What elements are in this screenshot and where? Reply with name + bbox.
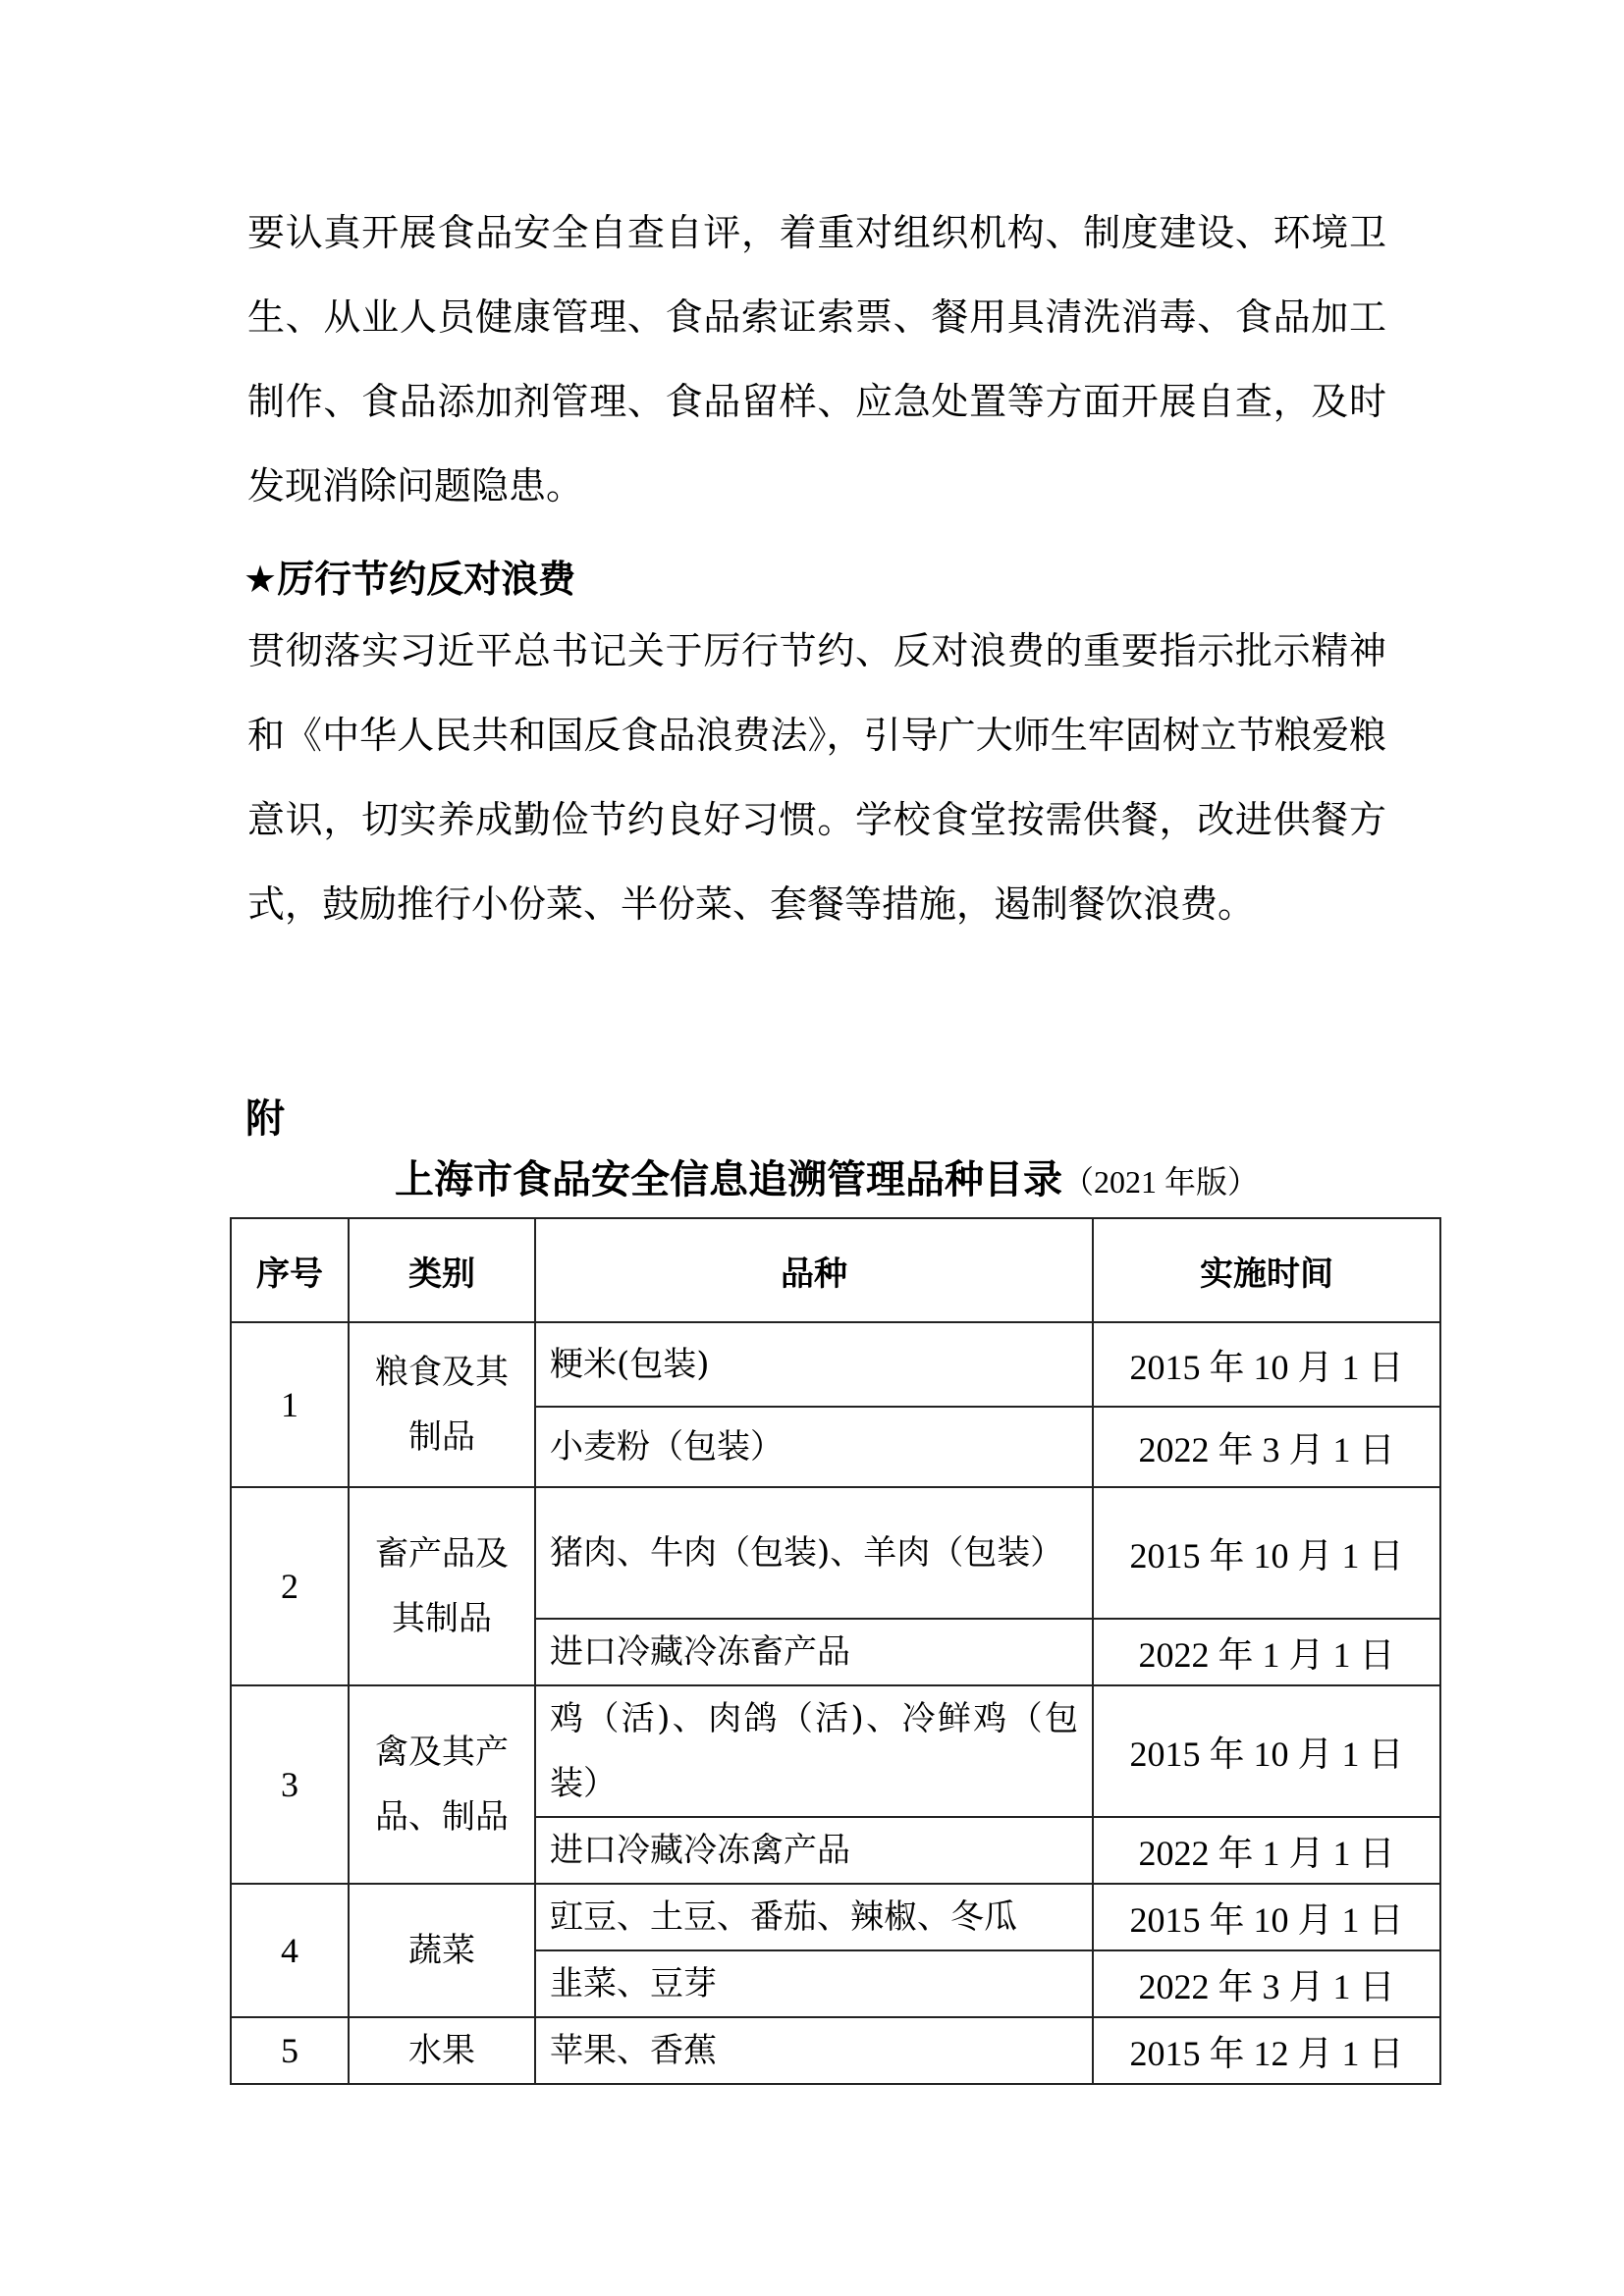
row-no: 1	[231, 1322, 349, 1487]
row-variety: 小麦粉（包装）	[535, 1407, 1093, 1487]
row-category: 畜产品及其制品	[349, 1487, 535, 1685]
row-category: 蔬菜	[349, 1884, 535, 2017]
row-variety: 粳米(包装)	[535, 1322, 1093, 1407]
self-check-paragraph: 要认真开展食品安全自查自评，着重对组织机构、制度建设、环境卫生、从业人员健康管理、食品索证索票、餐用具清洗消毒、食品加工制作、食品添加剂管理、食品留样、应急处置等方面开展自查，及时发现消除问题隐患。	[247, 211, 1386, 507]
row-date: 2015 年 12 月 1 日	[1093, 2017, 1440, 2084]
row-date: 2022 年 3 月 1 日	[1093, 1950, 1440, 2017]
row-date: 2015 年 10 月 1 日	[1093, 1487, 1440, 1619]
row-date: 2022 年 1 月 1 日	[1093, 1619, 1440, 1685]
row-date: 2015 年 10 月 1 日	[1093, 1884, 1440, 1950]
row-date: 2015 年 10 月 1 日	[1093, 1322, 1440, 1407]
row-variety: 进口冷藏冷冻畜产品	[535, 1619, 1093, 1685]
row-date: 2022 年 3 月 1 日	[1093, 1407, 1440, 1487]
row-no: 4	[231, 1884, 349, 2017]
traceability-catalog-table	[230, 1217, 1441, 2085]
row-category: 禽及其产品、制品	[349, 1685, 535, 1884]
table-row	[231, 1884, 1440, 1950]
table-row	[231, 1685, 1440, 1817]
row-variety: 苹果、香蕉	[535, 2017, 1093, 2084]
table-header-row	[231, 1218, 1440, 1322]
frugality-heading: ★厉行节约反对浪费	[244, 558, 576, 601]
table-title-main: 上海市食品安全信息追溯管理品种目录	[394, 1157, 1062, 1202]
header-category: 类别	[349, 1218, 535, 1322]
row-variety: 鸡（活)、肉鸽（活)、冷鲜鸡（包装）	[535, 1685, 1093, 1817]
header-no: 序号	[231, 1218, 349, 1322]
table-row	[231, 1487, 1440, 1619]
table-row	[231, 2017, 1440, 2084]
row-no: 3	[231, 1685, 349, 1884]
row-variety: 韭菜、豆芽	[535, 1950, 1093, 2017]
row-category: 粮食及其制品	[349, 1322, 535, 1487]
header-variety: 品种	[535, 1218, 1093, 1322]
row-variety: 猪肉、牛肉（包装)、羊肉（包装）	[535, 1487, 1093, 1619]
row-no: 2	[231, 1487, 349, 1685]
frugality-paragraph: 贯彻落实习近平总书记关于厉行节约、反对浪费的重要指示批示精神和《中华人民共和国反食品浪费法》，引导广大师生牢固树立节粮爱粮意识，切实养成勤俭节约良好习惯。学校食堂按需供餐，改进供餐方式，鼓励推行小份菜、半份菜、套餐等措施，遏制餐饮浪费。	[247, 629, 1386, 926]
row-category: 水果	[349, 2017, 535, 2084]
appendix-label: 附	[245, 1096, 285, 1142]
table-title	[228, 1150, 1426, 1217]
row-variety: 豇豆、土豆、番茄、辣椒、冬瓜	[535, 1884, 1093, 1950]
table-row	[231, 1322, 1440, 1407]
row-no: 5	[231, 2017, 349, 2084]
header-date: 实施时间	[1093, 1218, 1440, 1322]
row-variety: 进口冷藏冷冻禽产品	[535, 1817, 1093, 1884]
table-title-edition: （2021 年版）	[1061, 1164, 1259, 1200]
row-date: 2015 年 10 月 1 日	[1093, 1685, 1440, 1817]
row-date: 2022 年 1 月 1 日	[1093, 1817, 1440, 1884]
